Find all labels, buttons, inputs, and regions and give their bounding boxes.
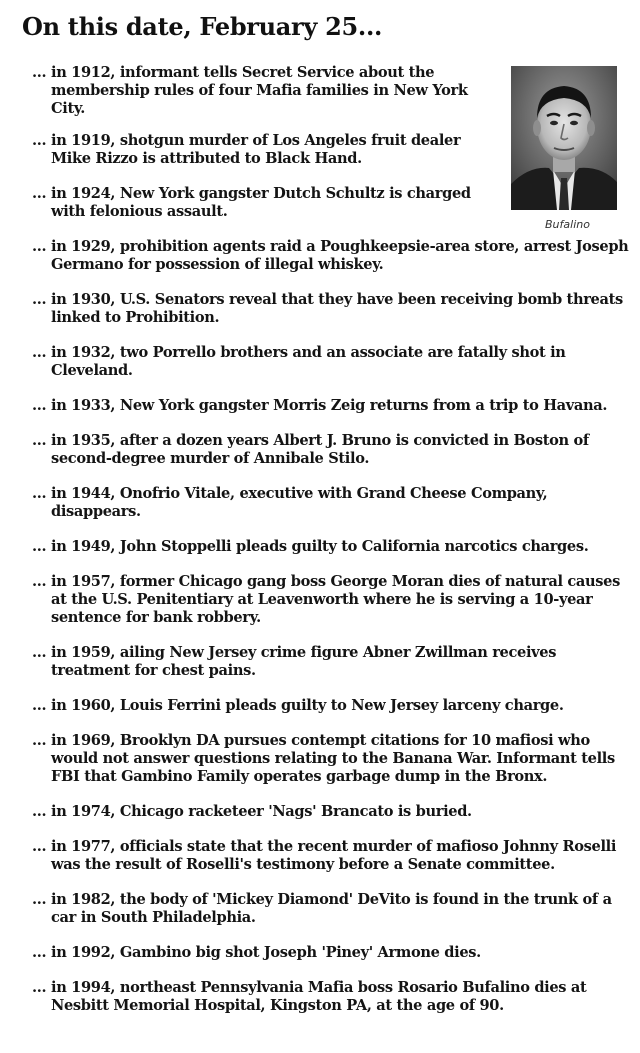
ellipsis-lead: ...: [32, 185, 47, 202]
ellipsis-lead: ...: [32, 838, 47, 855]
entry-text: in 1982, the body of 'Mickey Diamond' DeVito is found in the trunk of a car in South Philadelphia.: [51, 891, 612, 926]
ellipsis-lead: ...: [32, 397, 47, 414]
photo-caption: Bufalino: [545, 218, 590, 231]
list-item: [32, 891, 632, 927]
ellipsis-lead: ...: [32, 891, 47, 908]
list-item: [32, 397, 632, 415]
ellipsis-lead: ...: [32, 644, 47, 661]
ellipsis-lead: ...: [32, 538, 47, 555]
ellipsis-lead: ...: [32, 132, 47, 149]
list-item: [32, 64, 499, 118]
entry-text: in 1994, northeast Pennsylvania Mafia boss Rosario Bufalino dies at Nesbitt Memorial Hospital, Kingston PA, at the age of 90.: [51, 979, 587, 1014]
list-item: [32, 238, 632, 274]
list-item: [32, 944, 632, 962]
list-item: [32, 573, 632, 627]
list-item: [32, 291, 632, 327]
ellipsis-lead: ...: [32, 291, 47, 308]
list-item: [32, 732, 632, 786]
list-item: [32, 344, 632, 380]
entry-text: in 1930, U.S. Senators reveal that they have been receiving bomb threats linked to Prohibition.: [51, 291, 623, 326]
entry-text: in 1919, shotgun murder of Los Angeles fruit dealer Mike Rizzo is attributed to Black Hand.: [51, 132, 461, 167]
list-item: [32, 979, 632, 1015]
ellipsis-lead: ...: [32, 573, 47, 590]
list-item: [32, 432, 632, 468]
entry-text: in 1924, New York gangster Dutch Schultz is charged with felonious assault.: [51, 185, 471, 220]
entry-text: in 1949, John Stoppelli pleads guilty to California narcotics charges.: [51, 538, 589, 555]
ellipsis-lead: ...: [32, 732, 47, 749]
page-title: On this date, February 25...: [22, 12, 383, 41]
entry-text: in 1957, former Chicago gang boss George Moran dies of natural causes at the U.S. Penitentiary at Leavenworth where he is serving a 10-year sentence for bank robbery.: [51, 573, 620, 626]
entry-text: in 1944, Onofrio Vitale, executive with Grand Cheese Company, disappears.: [51, 485, 548, 520]
entry-text: in 1935, after a dozen years Albert J. Bruno is convicted in Boston of second-degree murder of Annibale Stilo.: [51, 432, 589, 467]
entry-text: in 1929, prohibition agents raid a Poughkeepsie-area store, arrest Joseph Germano for possession of illegal whiskey.: [51, 238, 629, 273]
ellipsis-lead: ...: [32, 432, 47, 449]
list-item: [32, 697, 632, 715]
entry-text: in 1992, Gambino big shot Joseph 'Piney' Armone dies.: [51, 944, 481, 961]
entry-text: in 1959, ailing New Jersey crime figure Abner Zwillman receives treatment for chest pains.: [51, 644, 557, 679]
ellipsis-lead: ...: [32, 344, 47, 361]
entry-text: in 1960, Louis Ferrini pleads guilty to New Jersey larceny charge.: [51, 697, 564, 714]
ellipsis-lead: ...: [32, 697, 47, 714]
list-item: [32, 132, 499, 168]
list-item: [32, 485, 632, 521]
list-item: [32, 838, 632, 874]
list-item: [32, 185, 499, 221]
list-item: [32, 538, 632, 556]
ellipsis-lead: ...: [32, 64, 47, 81]
list-item: [32, 644, 632, 680]
entry-text: in 1974, Chicago racketeer 'Nags' Brancato is buried.: [51, 803, 472, 820]
ellipsis-lead: ...: [32, 803, 47, 820]
ellipsis-lead: ...: [32, 944, 47, 961]
ellipsis-lead: ...: [32, 238, 47, 255]
entry-text: in 1912, informant tells Secret Service about the membership rules of four Mafia families in New York City.: [51, 64, 468, 117]
entry-text: in 1933, New York gangster Morris Zeig returns from a trip to Havana.: [51, 397, 608, 414]
entry-text: in 1977, officials state that the recent murder of mafioso Johnny Roselli was the result of Roselli's testimony before a Senate committee.: [51, 838, 617, 873]
list-item: [32, 803, 632, 821]
ellipsis-lead: ...: [32, 979, 47, 996]
entry-text: in 1932, two Porrello brothers and an associate are fatally shot in Cleveland.: [51, 344, 566, 379]
ellipsis-lead: ...: [32, 485, 47, 502]
entry-text: in 1969, Brooklyn DA pursues contempt citations for 10 mafiosi who would not answer questions relating to the Banana War. Informant tells FBI that Gambino Family operates garbage dump in the Bronx.: [51, 732, 615, 785]
entries-list: [32, 64, 632, 1015]
